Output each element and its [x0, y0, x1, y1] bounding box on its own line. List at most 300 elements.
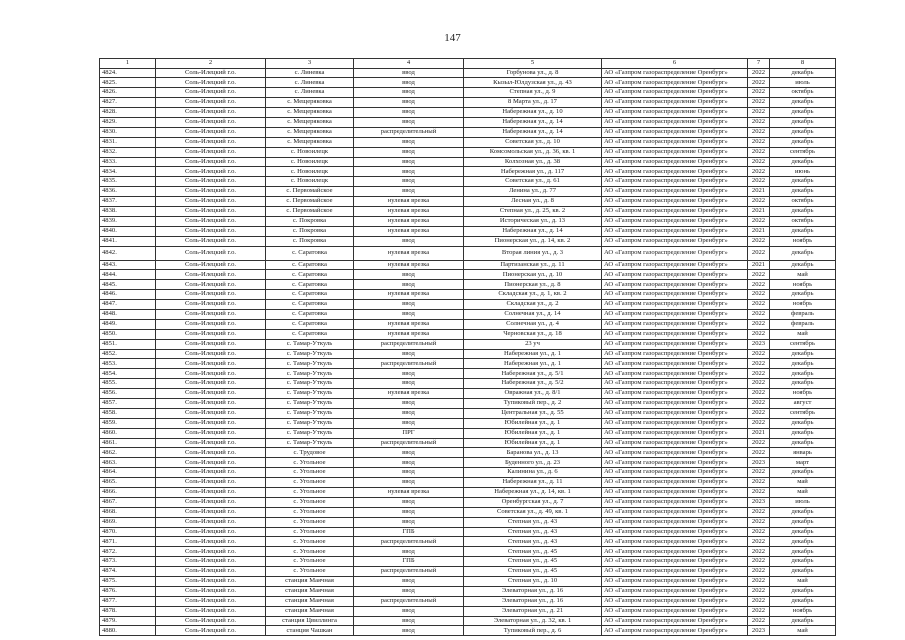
table-cell: ввод [354, 68, 464, 78]
table-cell: ввод [354, 98, 464, 108]
table-cell: Соль-Илецкий г.о. [156, 177, 266, 187]
table-cell: АО «Газпром газораспределение Оренбург» [602, 329, 748, 339]
table-row [100, 418, 836, 428]
table-cell: АО «Газпром газораспределение Оренбург» [602, 216, 748, 226]
table-cell: 8 Марта ул., д. 17 [464, 98, 602, 108]
table-cell: Соль-Илецкий г.о. [156, 557, 266, 567]
table-cell: ввод [354, 497, 464, 507]
table-cell: АО «Газпром газораспределение Оренбург» [602, 577, 748, 587]
table-cell: с. Мещеряковка [266, 117, 354, 127]
table-cell: 2022 [748, 478, 770, 488]
table-header-row [100, 59, 836, 69]
table-cell: Оренбургская ул., д. 7 [464, 497, 602, 507]
table-cell: 4864. [100, 468, 156, 478]
header-cell: 8 [770, 59, 836, 69]
table-cell: 2022 [748, 78, 770, 88]
table-cell: 2022 [748, 177, 770, 187]
table-cell: ввод [354, 88, 464, 98]
table-row [100, 167, 836, 177]
table-cell: АО «Газпром газораспределение Оренбург» [602, 399, 748, 409]
table-cell: июль [770, 78, 836, 88]
table-cell: 2021 [748, 187, 770, 197]
table-cell: Соль-Илецкий г.о. [156, 369, 266, 379]
table-cell: АО «Газпром газораспределение Оренбург» [602, 127, 748, 137]
table-cell: 4840. [100, 226, 156, 236]
table-cell: Соль-Илецкий г.о. [156, 147, 266, 157]
table-cell: Советская ул., д. 61 [464, 177, 602, 187]
table-cell: Набережная ул., д. 14 [464, 117, 602, 127]
table-row [100, 537, 836, 547]
table-cell: с. Покровка [266, 236, 354, 246]
table-cell: АО «Газпром газораспределение Оренбург» [602, 626, 748, 636]
table-row [100, 108, 836, 118]
table-cell: 4854. [100, 369, 156, 379]
table-cell: Комсомольская ул., д. 36, кв. 1 [464, 147, 602, 157]
table-cell: 4876. [100, 586, 156, 596]
table-cell: 2022 [748, 488, 770, 498]
table-cell: 2022 [748, 567, 770, 577]
table-cell: Соль-Илецкий г.о. [156, 468, 266, 478]
table-cell: ввод [354, 478, 464, 488]
table-cell: Элеваторная ул., д. 16 [464, 586, 602, 596]
table-cell: с. Трудовое [266, 448, 354, 458]
table-cell: АО «Газпром газораспределение Оренбург» [602, 117, 748, 127]
table-cell: ввод [354, 147, 464, 157]
table-cell: январь [770, 448, 836, 458]
table-cell: Соль-Илецкий г.о. [156, 216, 266, 226]
table-cell: с. Тамар-Уткуль [266, 389, 354, 399]
table-cell: ввод [354, 507, 464, 517]
table-cell: АО «Газпром газораспределение Оренбург» [602, 567, 748, 577]
table-row [100, 547, 836, 557]
table-cell: с. Тамар-Уткуль [266, 408, 354, 418]
table-cell: Соль-Илецкий г.о. [156, 349, 266, 359]
table-cell: Соль-Илецкий г.о. [156, 567, 266, 577]
table-cell: ноябрь [770, 280, 836, 290]
table-cell: АО «Газпром газораспределение Оренбург» [602, 537, 748, 547]
table-cell: декабрь [770, 226, 836, 236]
table-cell: распределительный [354, 438, 464, 448]
table-cell: декабрь [770, 290, 836, 300]
table-cell: Соль-Илецкий г.о. [156, 280, 266, 290]
table-cell: Соль-Илецкий г.о. [156, 478, 266, 488]
table-row [100, 626, 836, 636]
table-cell: 2022 [748, 167, 770, 177]
table-cell: с. Саратовка [266, 319, 354, 329]
table-cell: Соль-Илецкий г.о. [156, 226, 266, 236]
table-cell: 4880. [100, 626, 156, 636]
table-cell: Соль-Илецкий г.о. [156, 626, 266, 636]
table-cell: Юбилейная ул., д. 1 [464, 428, 602, 438]
table-cell: декабрь [770, 127, 836, 137]
table-cell: АО «Газпром газораспределение Оренбург» [602, 349, 748, 359]
table-cell: Соль-Илецкий г.о. [156, 127, 266, 137]
table-row [100, 226, 836, 236]
table-cell: АО «Газпром газораспределение Оренбург» [602, 290, 748, 300]
table-cell: нулевая врезка [354, 488, 464, 498]
table-cell: Соль-Илецкий г.о. [156, 527, 266, 537]
table-row [100, 586, 836, 596]
table-cell: 4833. [100, 157, 156, 167]
table-cell: 4863. [100, 458, 156, 468]
table-cell: АО «Газпром газораспределение Оренбург» [602, 369, 748, 379]
table-cell: АО «Газпром газораспределение Оренбург» [602, 389, 748, 399]
table-cell: 2022 [748, 606, 770, 616]
table-cell: станция Цвиллинга [266, 616, 354, 626]
table-cell: 2022 [748, 216, 770, 226]
table-cell: февраль [770, 309, 836, 319]
table-cell: 4877. [100, 596, 156, 606]
table-cell: Соль-Илецкий г.о. [156, 517, 266, 527]
table-cell: с. Линевка [266, 88, 354, 98]
table-cell: декабрь [770, 98, 836, 108]
table-cell: АО «Газпром газораспределение Оренбург» [602, 206, 748, 216]
table-cell: АО «Газпром газораспределение Оренбург» [602, 438, 748, 448]
table-cell: АО «Газпром газораспределение Оренбург» [602, 246, 748, 260]
table-row [100, 359, 836, 369]
table-cell: Набережная ул., д. 14, кв. 1 [464, 488, 602, 498]
table-cell: 2022 [748, 359, 770, 369]
table-cell: ввод [354, 280, 464, 290]
table-cell: ввод [354, 300, 464, 310]
table-cell: нулевая врезка [354, 246, 464, 260]
table-cell: 2022 [748, 369, 770, 379]
table-cell: 2023 [748, 339, 770, 349]
table-cell: 4867. [100, 497, 156, 507]
table-cell: с. Саратовка [266, 329, 354, 339]
table-cell: Соль-Илецкий г.о. [156, 157, 266, 167]
table-row [100, 517, 836, 527]
table-row [100, 349, 836, 359]
table-cell: 4875. [100, 577, 156, 587]
table-cell: декабрь [770, 369, 836, 379]
table-cell: Соль-Илецкий г.о. [156, 167, 266, 177]
table-cell: Соль-Илецкий г.о. [156, 488, 266, 498]
table-cell: станция Чашкан [266, 626, 354, 636]
table-cell: ноябрь [770, 389, 836, 399]
table-cell: ноябрь [770, 606, 836, 616]
table-cell: с. Тамар-Уткуль [266, 399, 354, 409]
table-cell: 4873. [100, 557, 156, 567]
table-cell: 4844. [100, 270, 156, 280]
table-cell: ноябрь [770, 300, 836, 310]
table-row [100, 68, 836, 78]
table-row [100, 399, 836, 409]
table-cell: Степная ул., д. 10 [464, 577, 602, 587]
table-cell: с. Новоилецк [266, 157, 354, 167]
table-row [100, 290, 836, 300]
table-cell: Соль-Илецкий г.о. [156, 616, 266, 626]
table-cell: 2022 [748, 616, 770, 626]
table-cell: декабрь [770, 547, 836, 557]
table-row [100, 408, 836, 418]
table-cell: 4828. [100, 108, 156, 118]
table-cell: с. Тамар-Уткуль [266, 428, 354, 438]
table-row [100, 428, 836, 438]
table-cell: декабрь [770, 359, 836, 369]
table-cell: 2022 [748, 596, 770, 606]
table-cell: с. Первомайское [266, 187, 354, 197]
table-cell: 4879. [100, 616, 156, 626]
table-cell: декабрь [770, 616, 836, 626]
table-cell: Соль-Илецкий г.о. [156, 606, 266, 616]
table-cell: Набережная ул., д. 5/1 [464, 369, 602, 379]
table-cell: ввод [354, 408, 464, 418]
table-cell: декабрь [770, 137, 836, 147]
table-cell: с. Угольное [266, 478, 354, 488]
table-cell: АО «Газпром газораспределение Оренбург» [602, 68, 748, 78]
table-cell: 2023 [748, 458, 770, 468]
table-cell: 4858. [100, 408, 156, 418]
table-cell: Набережная ул., д. 117 [464, 167, 602, 177]
table-cell: АО «Газпром газораспределение Оренбург» [602, 280, 748, 290]
table-cell: АО «Газпром газораспределение Оренбург» [602, 98, 748, 108]
table-cell: с. Покровка [266, 226, 354, 236]
table-cell: АО «Газпром газораспределение Оренбург» [602, 197, 748, 207]
table-row [100, 596, 836, 606]
table-cell: декабрь [770, 557, 836, 567]
table-cell: 4865. [100, 478, 156, 488]
table-cell: 4849. [100, 319, 156, 329]
table-cell: декабрь [770, 260, 836, 270]
table-cell: АО «Газпром газораспределение Оренбург» [602, 108, 748, 118]
table-cell: сентябрь [770, 408, 836, 418]
table-cell: ввод [354, 177, 464, 187]
table-cell: декабрь [770, 507, 836, 517]
table-cell: Соль-Илецкий г.о. [156, 236, 266, 246]
table-cell: Соль-Илецкий г.о. [156, 497, 266, 507]
table-cell: ПРГ [354, 428, 464, 438]
table-cell: распределительный [354, 339, 464, 349]
table-cell: 2022 [748, 147, 770, 157]
table-cell: с. Покровка [266, 216, 354, 226]
table-cell: с. Саратовка [266, 280, 354, 290]
table-cell: Элеваторная ул., д. 32, кв. 1 [464, 616, 602, 626]
table-row [100, 206, 836, 216]
table-cell: Солнечная ул., д. 14 [464, 309, 602, 319]
table-cell: нулевая врезка [354, 329, 464, 339]
table-cell: АО «Газпром газораспределение Оренбург» [602, 616, 748, 626]
table-cell: с. Новоилецк [266, 167, 354, 177]
table-cell: октябрь [770, 216, 836, 226]
table-cell: 2022 [748, 349, 770, 359]
table-cell: 2022 [748, 399, 770, 409]
table-cell: АО «Газпром газораспределение Оренбург» [602, 488, 748, 498]
table-cell: Овражная ул., д. 8/1 [464, 389, 602, 399]
table-cell: 4860. [100, 428, 156, 438]
table-cell: декабрь [770, 117, 836, 127]
table-cell: распределительный [354, 596, 464, 606]
page-number: 147 [444, 32, 461, 44]
table-cell: с. Саратовка [266, 246, 354, 260]
table-cell: ввод [354, 167, 464, 177]
table-cell: ввод [354, 270, 464, 280]
table-cell: 2022 [748, 88, 770, 98]
table-cell: ввод [354, 586, 464, 596]
table-cell: декабрь [770, 537, 836, 547]
table-cell: Соль-Илецкий г.о. [156, 596, 266, 606]
table-cell: 4851. [100, 339, 156, 349]
table-cell: АО «Газпром газораспределение Оренбург» [602, 448, 748, 458]
table-cell: 2022 [748, 557, 770, 567]
table-cell: август [770, 399, 836, 409]
table-cell: ввод [354, 379, 464, 389]
table-row [100, 577, 836, 587]
table-cell: Степная ул., д. 43 [464, 517, 602, 527]
table-cell: ноябрь [770, 236, 836, 246]
table-cell: АО «Газпром газораспределение Оренбург» [602, 147, 748, 157]
table-cell: с. Новоилецк [266, 177, 354, 187]
table-cell: Элеваторная ул., д. 16 [464, 596, 602, 606]
table-cell: октябрь [770, 88, 836, 98]
table-cell: АО «Газпром газораспределение Оренбург» [602, 586, 748, 596]
table-cell: 4861. [100, 438, 156, 448]
table-cell: Степная ул., д. 43 [464, 527, 602, 537]
table-row [100, 309, 836, 319]
table-cell: 2022 [748, 577, 770, 587]
table-cell: нулевая врезка [354, 216, 464, 226]
table-cell: ввод [354, 418, 464, 428]
table-cell: с. Мещеряковка [266, 127, 354, 137]
table-cell: Степная ул., д. 45 [464, 547, 602, 557]
table-cell: АО «Газпром газораспределение Оренбург» [602, 187, 748, 197]
table-cell: 2022 [748, 468, 770, 478]
table-row [100, 98, 836, 108]
table-cell: май [770, 270, 836, 280]
table-cell: АО «Газпром газораспределение Оренбург» [602, 300, 748, 310]
table-cell: 2023 [748, 497, 770, 507]
table-cell: нулевая врезка [354, 290, 464, 300]
table-cell: 4874. [100, 567, 156, 577]
table-cell: АО «Газпром газораспределение Оренбург» [602, 606, 748, 616]
table-cell: Соль-Илецкий г.о. [156, 137, 266, 147]
table-cell: Соль-Илецкий г.о. [156, 246, 266, 260]
table-cell: 23 уч [464, 339, 602, 349]
table-cell: май [770, 329, 836, 339]
table-cell: Соль-Илецкий г.о. [156, 537, 266, 547]
table-cell: 2022 [748, 408, 770, 418]
table-cell: декабрь [770, 379, 836, 389]
table-cell: 2021 [748, 260, 770, 270]
table-cell: ввод [354, 187, 464, 197]
table-row [100, 616, 836, 626]
table-cell: распределительный [354, 127, 464, 137]
table-cell: 4843. [100, 260, 156, 270]
table-cell: 4830. [100, 127, 156, 137]
table-cell: станция Маячная [266, 586, 354, 596]
table-cell: 2022 [748, 507, 770, 517]
table-cell: Соль-Илецкий г.о. [156, 309, 266, 319]
table-cell: АО «Газпром газораспределение Оренбург» [602, 507, 748, 517]
table-cell: Соль-Илецкий г.о. [156, 586, 266, 596]
table-cell: с. Тамар-Уткуль [266, 379, 354, 389]
table-cell: 2022 [748, 379, 770, 389]
table-cell: Набережная ул., д. 5/2 [464, 379, 602, 389]
table-cell: ввод [354, 577, 464, 587]
table-cell: 2021 [748, 206, 770, 216]
table-row [100, 557, 836, 567]
table-cell: 2022 [748, 586, 770, 596]
table-cell: 4847. [100, 300, 156, 310]
table-cell: Набережная ул., д. 14 [464, 226, 602, 236]
table-cell: АО «Газпром газораспределение Оренбург» [602, 177, 748, 187]
table-cell: Соль-Илецкий г.о. [156, 399, 266, 409]
table-cell: Соль-Илецкий г.о. [156, 547, 266, 557]
table-cell: АО «Газпром газораспределение Оренбург» [602, 557, 748, 567]
table-cell: декабрь [770, 177, 836, 187]
table-cell: декабрь [770, 438, 836, 448]
table-cell: 4872. [100, 547, 156, 557]
table-cell: с. Тамар-Уткуль [266, 369, 354, 379]
table-cell: декабрь [770, 428, 836, 438]
table-cell: с. Линевка [266, 68, 354, 78]
table-cell: 2022 [748, 517, 770, 527]
table-cell: Соль-Илецкий г.о. [156, 339, 266, 349]
header-cell: 5 [464, 59, 602, 69]
table-cell: 4825. [100, 78, 156, 88]
table-cell: 4878. [100, 606, 156, 616]
table-cell: АО «Газпром газораспределение Оренбург» [602, 458, 748, 468]
table-cell: Историческая ул., д. 13 [464, 216, 602, 226]
table-row [100, 197, 836, 207]
table-cell: 2022 [748, 329, 770, 339]
table-cell: ввод [354, 517, 464, 527]
header-cell: 3 [266, 59, 354, 69]
table-cell: АО «Газпром газораспределение Оренбург» [602, 167, 748, 177]
table-cell: 2022 [748, 137, 770, 147]
table-cell: декабрь [770, 517, 836, 527]
table-row [100, 319, 836, 329]
header-cell: 1 [100, 59, 156, 69]
table-cell: Тупиковый пер., д. 2 [464, 399, 602, 409]
table-cell: 4845. [100, 280, 156, 290]
table-cell: Набережная ул., д. 11 [464, 478, 602, 488]
table-cell: ввод [354, 369, 464, 379]
table-cell: декабрь [770, 567, 836, 577]
table-cell: ввод [354, 399, 464, 409]
table-cell: с. Угольное [266, 517, 354, 527]
table-cell: 4852. [100, 349, 156, 359]
table-cell: Буденного ул., д. 23 [464, 458, 602, 468]
table-cell: 2022 [748, 157, 770, 167]
table-row [100, 379, 836, 389]
table-cell: с. Тамар-Уткуль [266, 438, 354, 448]
table-cell: декабрь [770, 157, 836, 167]
table-cell: с. Линевка [266, 78, 354, 88]
table-cell: АО «Газпром газораспределение Оренбург» [602, 478, 748, 488]
table-cell: АО «Газпром газораспределение Оренбург» [602, 78, 748, 88]
table-cell: Набережная ул., д. 10 [464, 108, 602, 118]
table-cell: ввод [354, 137, 464, 147]
table-cell: Соль-Илецкий г.о. [156, 389, 266, 399]
table-cell: станция Маячная [266, 606, 354, 616]
table-cell: 4839. [100, 216, 156, 226]
table-cell: 2022 [748, 117, 770, 127]
table-cell: Соль-Илецкий г.о. [156, 438, 266, 448]
table-cell: АО «Газпром газораспределение Оренбург» [602, 517, 748, 527]
table-cell: 4846. [100, 290, 156, 300]
table-cell: 2022 [748, 438, 770, 448]
table-row [100, 88, 836, 98]
table-row [100, 187, 836, 197]
table-cell: ввод [354, 448, 464, 458]
table-cell: Соль-Илецкий г.о. [156, 300, 266, 310]
table-cell: АО «Газпром газораспределение Оренбург» [602, 260, 748, 270]
table-cell: декабрь [770, 418, 836, 428]
table-cell: Соль-Илецкий г.о. [156, 187, 266, 197]
table-cell: Калинина ул., д. 6 [464, 468, 602, 478]
table-cell: декабрь [770, 468, 836, 478]
